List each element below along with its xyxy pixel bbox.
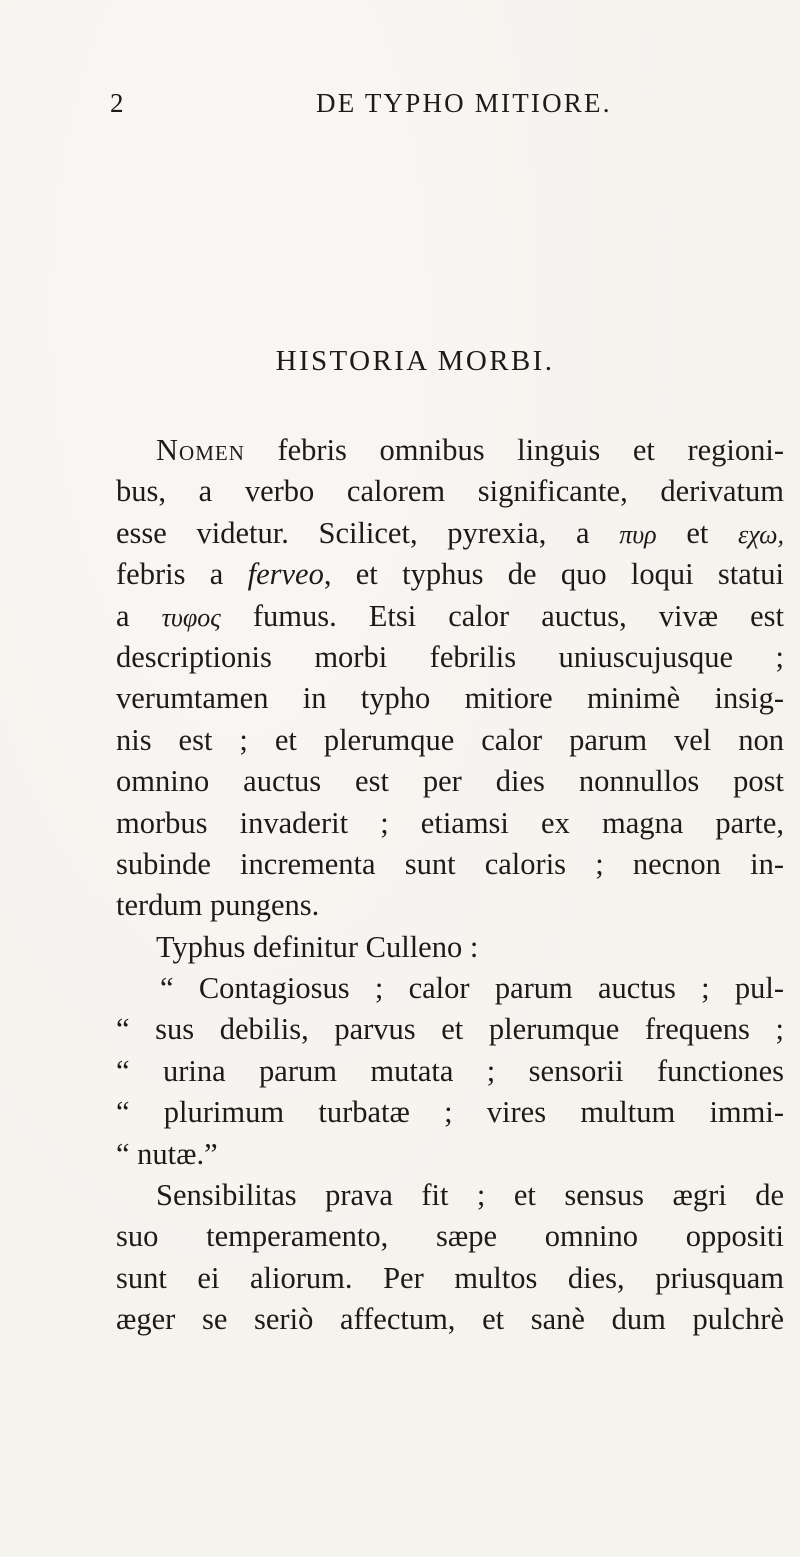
paragraph-line: descriptionis morbi febrilis uniuscujusque ; bbox=[116, 639, 784, 674]
paragraph-line: nis est ; et plerumque calor parum vel non bbox=[116, 722, 784, 757]
section-heading: HISTORIA MORBI. bbox=[275, 345, 555, 377]
paragraph-line: a τυφος fumus. Etsi calor auctus, vivæ est bbox=[116, 598, 785, 633]
body-text bbox=[116, 430, 784, 1341]
greek-word: πυρ bbox=[619, 519, 657, 549]
greek-word: εχω, bbox=[738, 519, 784, 549]
quote-line: “ sus debilis, parvus et plerumque frequens ; bbox=[116, 1012, 784, 1047]
quote-line: “ Contagiosus ; calor parum auctus ; pul- bbox=[160, 971, 785, 1006]
quote-mark: “ bbox=[160, 971, 174, 1006]
quote-mark: “ bbox=[116, 1012, 130, 1047]
running-head bbox=[0, 88, 800, 128]
definition-intro: Typhus definitur Culleno : bbox=[156, 929, 479, 964]
paragraph-line: febris a ferveo, et typhus de quo loqui statui bbox=[116, 557, 784, 592]
page-number: 2 bbox=[110, 88, 125, 118]
quote-mark: “ bbox=[116, 1136, 130, 1171]
paragraph-line: Sensibilitas prava fit ; et sensus ægri de bbox=[156, 1178, 784, 1213]
greek-word: τυφος bbox=[161, 602, 221, 632]
paragraph-line: æger se seriò affectum, et sanè dum pulchrè bbox=[116, 1302, 784, 1337]
quote-line: “ plurimum turbatæ ; vires multum immi- bbox=[116, 1095, 785, 1130]
paragraph-line: verumtamen in typho mitiore minimè insig- bbox=[116, 681, 784, 716]
paragraph-line: terdum pungens. bbox=[116, 888, 320, 923]
paragraph-line: esse videtur. Scilicet, pyrexia, a πυρ et εχω, bbox=[116, 515, 784, 550]
quote-line: “ nutæ.” bbox=[116, 1136, 218, 1171]
lead-word: Nomen bbox=[156, 433, 245, 467]
quote-mark: “ bbox=[116, 1053, 130, 1088]
paragraph-line: omnino auctus est per dies nonnullos post bbox=[116, 764, 784, 799]
paragraph-line: Nomen febris omnibus linguis et regioni- bbox=[156, 433, 784, 467]
paragraph-line: bus, a verbo calorem significante, derivatum bbox=[116, 474, 784, 509]
paragraph-line: morbus invaderit ; etiamsi ex magna parte, bbox=[116, 805, 784, 840]
paragraph-line: suo temperamento, sæpe omnino oppositi bbox=[116, 1219, 784, 1254]
paragraph-line: subinde incrementa sunt caloris ; necnon in- bbox=[116, 846, 784, 881]
paragraph-line: sunt ei aliorum. Per multos dies, priusquam bbox=[116, 1260, 784, 1295]
quote-mark: “ bbox=[116, 1095, 130, 1130]
quote-line: “ urina parum mutata ; sensorii functiones bbox=[116, 1053, 784, 1088]
italic-word: ferveo bbox=[247, 557, 324, 592]
running-title: DE TYPHO MITIORE. bbox=[316, 88, 612, 118]
